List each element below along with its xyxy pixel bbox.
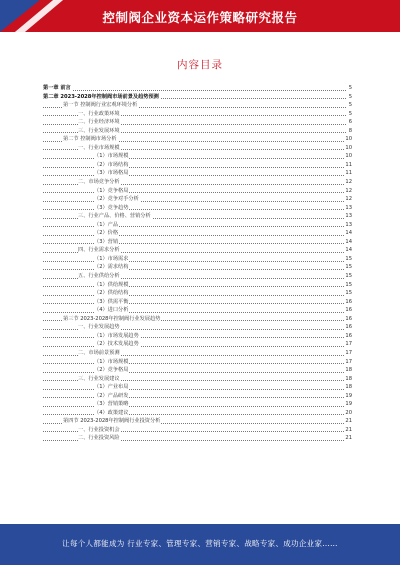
toc-leader-dots bbox=[43, 414, 346, 415]
toc-entry-page: 10 bbox=[345, 153, 352, 160]
toc-entry-page: 15 bbox=[345, 281, 352, 288]
toc-entry[interactable] bbox=[43, 323, 352, 332]
toc-entry[interactable] bbox=[43, 400, 352, 409]
toc-leader-dots bbox=[43, 295, 346, 296]
toc-entry[interactable] bbox=[43, 366, 352, 375]
toc-entry[interactable] bbox=[43, 204, 352, 213]
toc-entry[interactable] bbox=[43, 383, 352, 392]
toc-leader-dots bbox=[43, 235, 346, 236]
toc-entry[interactable] bbox=[43, 101, 352, 110]
toc-entry-label: 一、行业政策环境 bbox=[78, 110, 120, 117]
toc-leader-dots bbox=[43, 406, 346, 407]
toc-leader-dots bbox=[43, 303, 346, 304]
toc-entry[interactable] bbox=[43, 263, 352, 272]
toc-leader-dots bbox=[43, 346, 346, 347]
toc-entry-label: 四、行业需求分析 bbox=[78, 247, 120, 254]
toc-entry-page: 13 bbox=[345, 204, 352, 211]
toc-entry-page: 5 bbox=[348, 102, 352, 109]
header-bar bbox=[0, 0, 400, 32]
toc-entry-label: 第四节 2023-2028年控制阀行业投资分析 bbox=[63, 418, 161, 425]
toc-entry-label: （3）市场格局 bbox=[94, 170, 129, 177]
toc-entry-page: 11 bbox=[345, 161, 352, 168]
toc-entry-page: 20 bbox=[345, 409, 352, 416]
toc-entry-label: （3）营销策略 bbox=[94, 401, 129, 408]
toc-entry[interactable] bbox=[43, 127, 352, 136]
toc-entry-page: 15 bbox=[345, 290, 352, 297]
toc-entry-page: 16 bbox=[345, 307, 352, 314]
toc-entry-label: （3）供需平衡 bbox=[94, 298, 129, 305]
toc-entry-label: 三、行业产品、价格、营销分析 bbox=[78, 213, 151, 220]
toc-entry[interactable] bbox=[43, 110, 352, 119]
toc-entry-label: （1）市场规模 bbox=[94, 358, 129, 365]
toc-entry-label: （4）政策建议 bbox=[94, 409, 129, 416]
toc-entry[interactable] bbox=[43, 187, 352, 196]
toc-entry-page: 5 bbox=[348, 93, 352, 100]
toc-entry-page: 21 bbox=[345, 435, 352, 442]
toc-entry-label: 一、行业发展趋势 bbox=[78, 324, 120, 331]
toc-entry[interactable] bbox=[43, 315, 352, 324]
toc-entry-page: 15 bbox=[345, 255, 352, 262]
toc-entry[interactable] bbox=[43, 152, 352, 161]
toc-entry[interactable] bbox=[43, 255, 352, 264]
toc-entry[interactable] bbox=[43, 434, 352, 443]
toc-entry-label: （1）市场规模 bbox=[94, 153, 129, 160]
toc-entry-label: （2）需求结构 bbox=[94, 264, 129, 271]
toc-leader-dots bbox=[43, 363, 346, 364]
toc-entry[interactable] bbox=[43, 229, 352, 238]
toc-entry-page: 14 bbox=[345, 238, 352, 245]
toc-entry-label: （2）市场结构 bbox=[94, 161, 129, 168]
toc-entry-label: 一、行业市场规模 bbox=[78, 144, 120, 151]
toc-entry-label: 二、市场竞争分析 bbox=[78, 179, 120, 186]
toc-entry-page: 14 bbox=[345, 247, 352, 254]
toc-leader-dots bbox=[43, 337, 346, 338]
toc-entry[interactable] bbox=[43, 84, 352, 93]
toc-entry-label: 三、行业发展环境 bbox=[78, 127, 120, 134]
toc-entry-page: 10 bbox=[345, 136, 352, 143]
toc-entry-page: 17 bbox=[345, 349, 352, 356]
toc-entry-page: 10 bbox=[345, 144, 352, 151]
toc-entry-page: 5 bbox=[348, 110, 352, 117]
toc-entry[interactable] bbox=[43, 169, 352, 178]
toc-leader-dots bbox=[43, 312, 346, 313]
toc-entry[interactable] bbox=[43, 144, 352, 153]
toc-leader-dots bbox=[43, 286, 346, 287]
toc-entry-label: （3）营销 bbox=[94, 238, 119, 245]
toc-entry-page: 18 bbox=[345, 384, 352, 391]
toc-entry[interactable] bbox=[43, 272, 352, 281]
toc-entry[interactable] bbox=[43, 349, 352, 358]
toc-entry[interactable] bbox=[43, 118, 352, 127]
toc-entry-page: 19 bbox=[345, 401, 352, 408]
toc-entry-label: 二、市场前景预测 bbox=[78, 349, 120, 356]
toc-entry-label: 第二节 控制阀市场分析 bbox=[63, 136, 117, 143]
toc-entry-label: （1）竞争格局 bbox=[94, 187, 129, 194]
toc-entry[interactable] bbox=[43, 306, 352, 315]
toc-entry-label: 五、行业供给分析 bbox=[78, 273, 120, 280]
toc-entry-page: 13 bbox=[345, 221, 352, 228]
toc-entry[interactable] bbox=[43, 298, 352, 307]
toc-entry-page: 13 bbox=[345, 213, 352, 220]
toc-entry-label: 第三节 2023-2028年控制阀行业发展趋势 bbox=[63, 315, 161, 322]
toc-entry-page: 16 bbox=[345, 332, 352, 339]
toc-leader-dots bbox=[43, 201, 346, 202]
toc-entry-page: 19 bbox=[345, 392, 352, 399]
toc-entry-label: 一、行业投资机会 bbox=[78, 426, 120, 433]
toc-entry-label: （4）进口分析 bbox=[94, 307, 129, 314]
toc-entry-page: 12 bbox=[345, 179, 352, 186]
toc-entry-label: （2）竞争格局 bbox=[94, 367, 129, 374]
toc-entry[interactable] bbox=[43, 221, 352, 230]
toc-entry-label: （2）供给结构 bbox=[94, 290, 129, 297]
toc-entry-page: 5 bbox=[348, 85, 352, 91]
toc-entry[interactable] bbox=[43, 246, 352, 255]
toc-entry[interactable] bbox=[43, 289, 352, 298]
toc-entry[interactable] bbox=[43, 358, 352, 367]
toc-entry-label: （1）产品 bbox=[94, 221, 119, 228]
toc-entry-page: 21 bbox=[345, 426, 352, 433]
toc-entry-page: 12 bbox=[345, 187, 352, 194]
toc-entry[interactable] bbox=[43, 178, 352, 187]
toc-entry-label: 第二章 2023-2028年控制阀市场前景及趋势预测 bbox=[43, 93, 159, 100]
toc-entry-label: （1）产业布局 bbox=[94, 384, 129, 391]
toc-entry-label: 第一节 控制阀行业宏观环境分析 bbox=[63, 102, 138, 109]
toc-entry[interactable] bbox=[43, 195, 352, 204]
toc-entry-page: 14 bbox=[345, 230, 352, 237]
toc-leader-dots bbox=[43, 90, 346, 91]
toc-entry[interactable] bbox=[43, 93, 352, 102]
footer-slogan: 让每个人都能成为 行业专家、管理专家、营销专家、战略专家、成功企业家…… bbox=[62, 539, 338, 548]
toc-entry[interactable] bbox=[43, 332, 352, 341]
toc-entry-label: 二、行业投资风险 bbox=[78, 435, 120, 442]
toc-leader-dots bbox=[43, 175, 346, 176]
toc-leader-dots bbox=[43, 243, 346, 244]
toc-entry-page: 17 bbox=[345, 341, 352, 348]
toc-entry-label: （2）竞争对手分析 bbox=[94, 196, 139, 203]
toc-leader-dots bbox=[43, 261, 346, 262]
toc-leader-dots bbox=[43, 158, 346, 159]
toc-entry-label: 二、行业经济环境 bbox=[78, 119, 120, 126]
toc-leader-dots bbox=[43, 389, 346, 390]
toc-entry[interactable] bbox=[43, 281, 352, 290]
toc-leader-dots bbox=[43, 397, 346, 398]
toc-leader-dots bbox=[43, 192, 346, 193]
toc-entry-page: 6 bbox=[348, 119, 352, 126]
toc-entry-page: 18 bbox=[345, 367, 352, 374]
toc-entry-label: （1）供给规模 bbox=[94, 281, 129, 288]
toc-entry[interactable] bbox=[43, 340, 352, 349]
toc-leader-dots bbox=[43, 269, 346, 270]
toc-entry-page: 8 bbox=[348, 127, 352, 134]
footer-bar bbox=[0, 524, 400, 565]
toc-entry[interactable] bbox=[43, 426, 352, 435]
toc-entry-page: 18 bbox=[345, 375, 352, 382]
toc-entry[interactable] bbox=[43, 375, 352, 384]
toc-entry[interactable] bbox=[43, 417, 352, 426]
toc-entry-page: 12 bbox=[345, 196, 352, 203]
toc-entry-page: 17 bbox=[345, 358, 352, 365]
toc-leader-dots bbox=[43, 226, 346, 227]
toc-entry-label: （1）市场发展趋势 bbox=[94, 332, 139, 339]
toc-entry[interactable] bbox=[43, 409, 352, 418]
toc-leader-dots bbox=[43, 209, 346, 210]
toc-entry-page: 16 bbox=[345, 324, 352, 331]
toc-entry-label: （3）竞争趋势 bbox=[94, 204, 129, 211]
table-of-contents bbox=[43, 84, 352, 443]
toc-entry-label: （2）产品研发 bbox=[94, 392, 129, 399]
toc-entry-label: 三、行业发展建议 bbox=[78, 375, 120, 382]
toc-entry-page: 15 bbox=[345, 264, 352, 271]
toc-entry-label: （1）市场需求 bbox=[94, 255, 129, 262]
toc-entry-label: （2）技术发展趋势 bbox=[94, 341, 139, 348]
toc-entry-page: 15 bbox=[345, 273, 352, 280]
toc-leader-dots bbox=[43, 167, 346, 168]
toc-entry[interactable] bbox=[43, 161, 352, 170]
toc-entry-page: 11 bbox=[345, 170, 352, 177]
report-title: 控制阀企业资本运作策略研究报告 bbox=[102, 10, 298, 25]
toc-entry-page: 16 bbox=[345, 315, 352, 322]
toc-leader-dots bbox=[43, 372, 346, 373]
toc-entry[interactable] bbox=[43, 212, 352, 221]
toc-entry-label: 第一章 前言 bbox=[43, 85, 71, 91]
toc-entry[interactable] bbox=[43, 238, 352, 247]
toc-entry-page: 16 bbox=[345, 298, 352, 305]
toc-entry-label: （2）价格 bbox=[94, 230, 119, 237]
toc-entry-page: 21 bbox=[345, 418, 352, 425]
toc-entry[interactable] bbox=[43, 392, 352, 401]
toc-entry[interactable] bbox=[43, 135, 352, 144]
toc-title: 内容目录 bbox=[177, 59, 223, 71]
